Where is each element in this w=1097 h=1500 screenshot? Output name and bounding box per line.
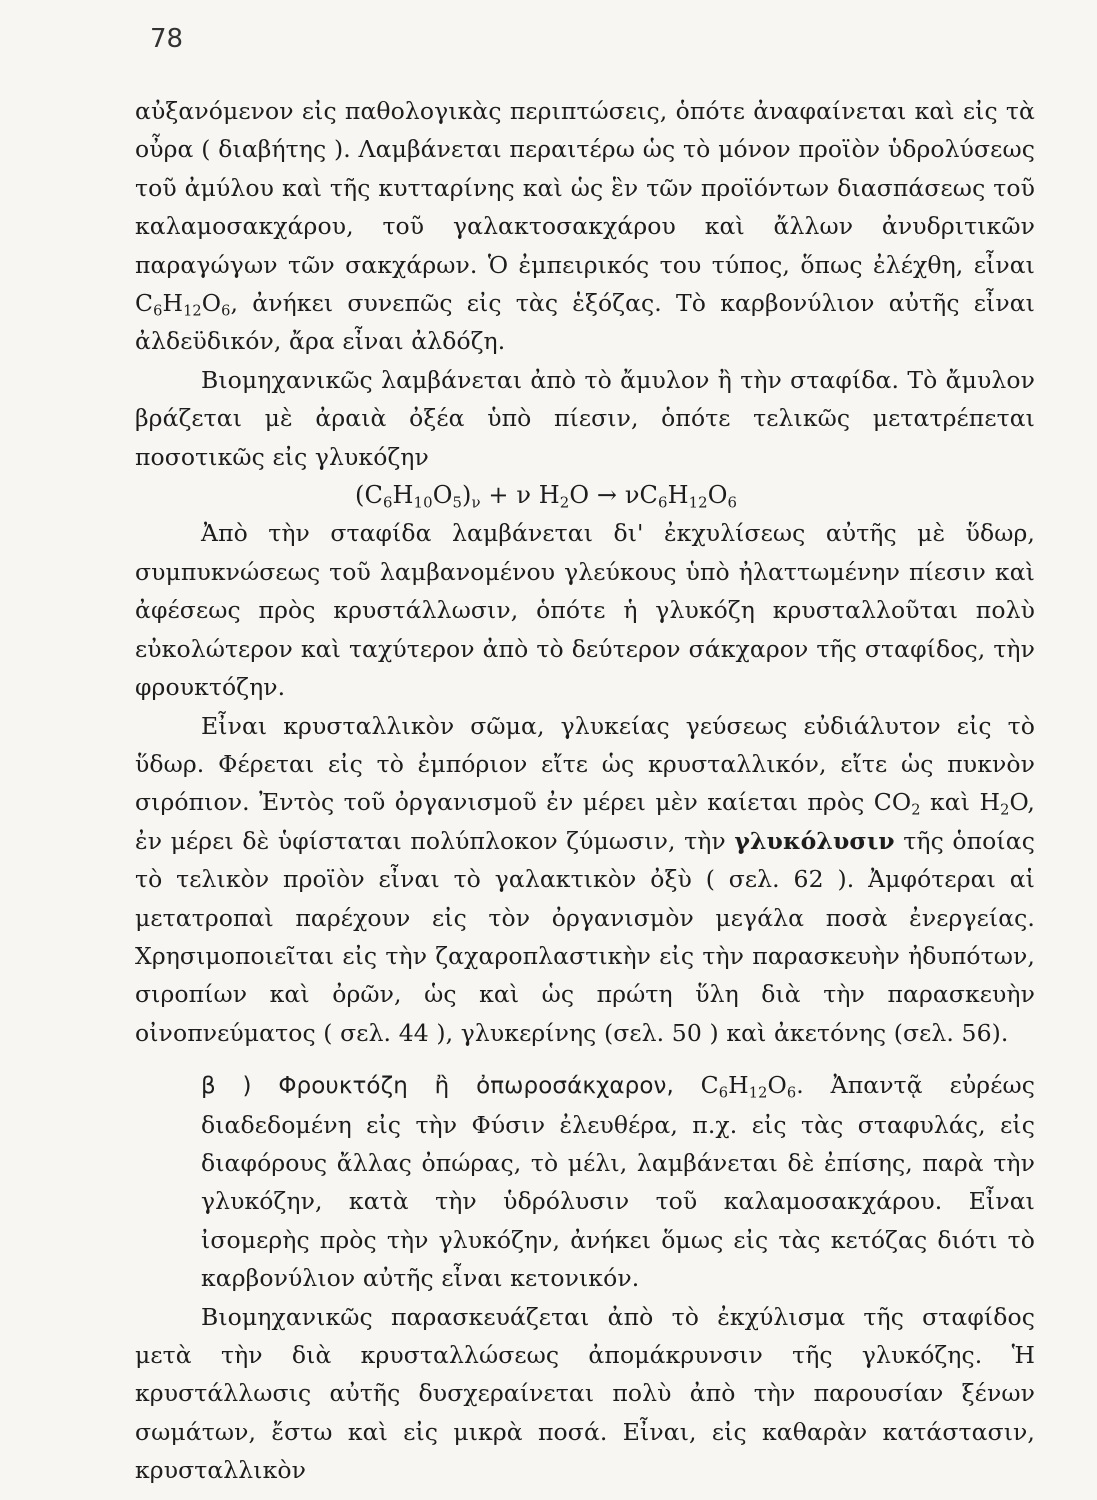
page-number: 78 [150,24,184,54]
paragraph-glucose-properties: Εἶναι κρυσταλλικὸν σῶμα, γλυκείας γεύσεως εὐδιάλυτον εἰς τὸ ὕδωρ. Φέρεται εἰς τὸ ἐμπόριον εἴτε ὡς κρυσταλλικόν, εἴτε ὡς πυκνὸν σιρόπιον. Ἐντὸς τοῦ ὀργανισμοῦ ἐν μέρει μὲν καίεται πρὸς $CO_2$ καὶ $H_2O$, ἐν μέρει δὲ ὑφίσταται πολύπλοκον ζύμωσιν, τὴν γλυκόλυσιν τῆς ὁποίας τὸ τελικὸν προϊὸν εἶναι τὸ γαλακτικὸν ὀξὺ ( σελ. 62 ). Ἀμφότεραι αἱ μετατροπαὶ παρέχουν εἰς τὸν ὀργανισμὸν μεγάλα ποσὰ ἐνεργείας. Χρησιμοποιεῖται εἰς τὴν ζαχαροπλαστικὴν εἰς τὴν παρασκευὴν ἠδυπότων, σιροπίων καὶ ὀρῶν, ὡς καὶ ὡς πρώτη ὕλη διὰ τὴν παρασκευὴν οἰνοπνεύματος ( σελ. 44 ), γλυκερίνης (σελ. 50 ) καὶ ἀκετόνης (σελ. 56). [135,711,1035,1047]
paragraph-fructose-production: Βιομηχανικῶς παρασκευάζεται ἀπὸ τὸ ἐκχύλισμα τῆς σταφίδος μετὰ τὴν διὰ κρυσταλλώσεως ἀπομάκρυνσιν τῆς γλυκόζης. Ἡ κρυστάλλωσις αὐτῆς δυσχεραίνεται πολὺ ἀπὸ τὴν παρουσίαν ξένων σωμάτων, ἔστω καὶ εἰς μικρὰ ποσά. Εἶναι, εἰς καθαρὰν κατάστασιν, κρυσταλλικὸν [135,1302,1035,1485]
paragraph-glucose-origin: αὐξανόμενον εἰς παθολογικὰς περιπτώσεις, ὁπότε ἀναφαίνεται καὶ εἰς τὰ οὖρα ( διαβήτης ). Λαμβάνεται περαιτέρω ὡς τὸ μόνον προϊὸν ὑδρολύσεως τοῦ ἀμύλου καὶ τῆς κυτταρίνης καὶ ὡς ἓν τῶν προϊόντων διασπάσεως τοῦ καλαμοσακχάρου, τοῦ γαλακτοσακχάρου καὶ ἄλλων ἀνυδριτικῶν παραγώγων τῶν σακχάρων. Ὁ ἐμπειρικός του τύπος, ὅπως ἐλέχθη, εἶναι $C_6H_{12}O_6$, ἀνήκει συνεπῶς εἰς τὰς ἑξόζας. Τὸ καρβονύλιον αὐτῆς εἶναι ἀλδεϋδικόν, ἄρα εἶναι ἀλδόζη. [135,97,1035,356]
section-title-fructose: β ) Φρουκτόζη ἢ ὀπωροσάκχαρον, [201,1073,701,1100]
section-fructose: β ) Φρουκτόζη ἢ ὀπωροσάκχαρον, $C_6H_{12}O_6$. Ἀπαντᾷ εὐρέως διαδεδομένη εἰς τὴν Φύσιν ἐλευθέρα, π.χ. εἰς τὰς σταφυλάς, εἰς διαφόρους ἄλλας ὀπώρας, τὸ μέλι, λαμβάνεται δὲ ἐπίσης, παρὰ τὴν γλυκόζην, κατὰ τὴν ὑδρόλυσιν τοῦ καλαμοσακχάρου. Εἶναι ἰσομερὴς πρὸς τὴν γλυκόζην, ἀνήκει ὅμως εἰς τὰς κετόζας διότι τὸ καρβονύλιον αὐτῆς εἶναι κετονικόν. [201,1071,1035,1293]
page-text [135,92,1035,1490]
hydrolysis-equation: $(C_6H_{10}O_5)_\nu + \nu$ $H_2O \to \nu C_6H_{12}O_6$ [355,481,738,512]
paragraph-industrial-production: Βιομηχανικῶς λαμβάνεται ἀπὸ τὸ ἄμυλον ἢ τὴν σταφίδα. Τὸ ἄμυλον βράζεται μὲ ἀραιὰ ὀξέα ὑπὸ πίεσιν, ὁπότε τελικῶς μετατρέπεται ποσοτικῶς εἰς γλυκόζην [135,365,1035,471]
glycolysis-term: γλυκόλυσιν [734,826,895,855]
paragraph-raisin-extraction: Ἀπὸ τὴν σταφίδα λαμβάνεται δι' ἐκχυλίσεως αὐτῆς μὲ ὕδωρ, συμπυκνώσεως τοῦ λαμβανομένου γλεύκους ὑπὸ ἠλαττωμένην πίεσιν καὶ ἀφέσεως πρὸς κρυστάλλωσιν, ὁπότε ἡ γλυκόζη κρυσταλλοῦται πολὺ εὐκολώτερον καὶ ταχύτερον ἀπὸ τὸ δεύτερον σάκχαρον τῆς σταφίδος, τὴν φρουκτόζην. [135,519,1035,702]
